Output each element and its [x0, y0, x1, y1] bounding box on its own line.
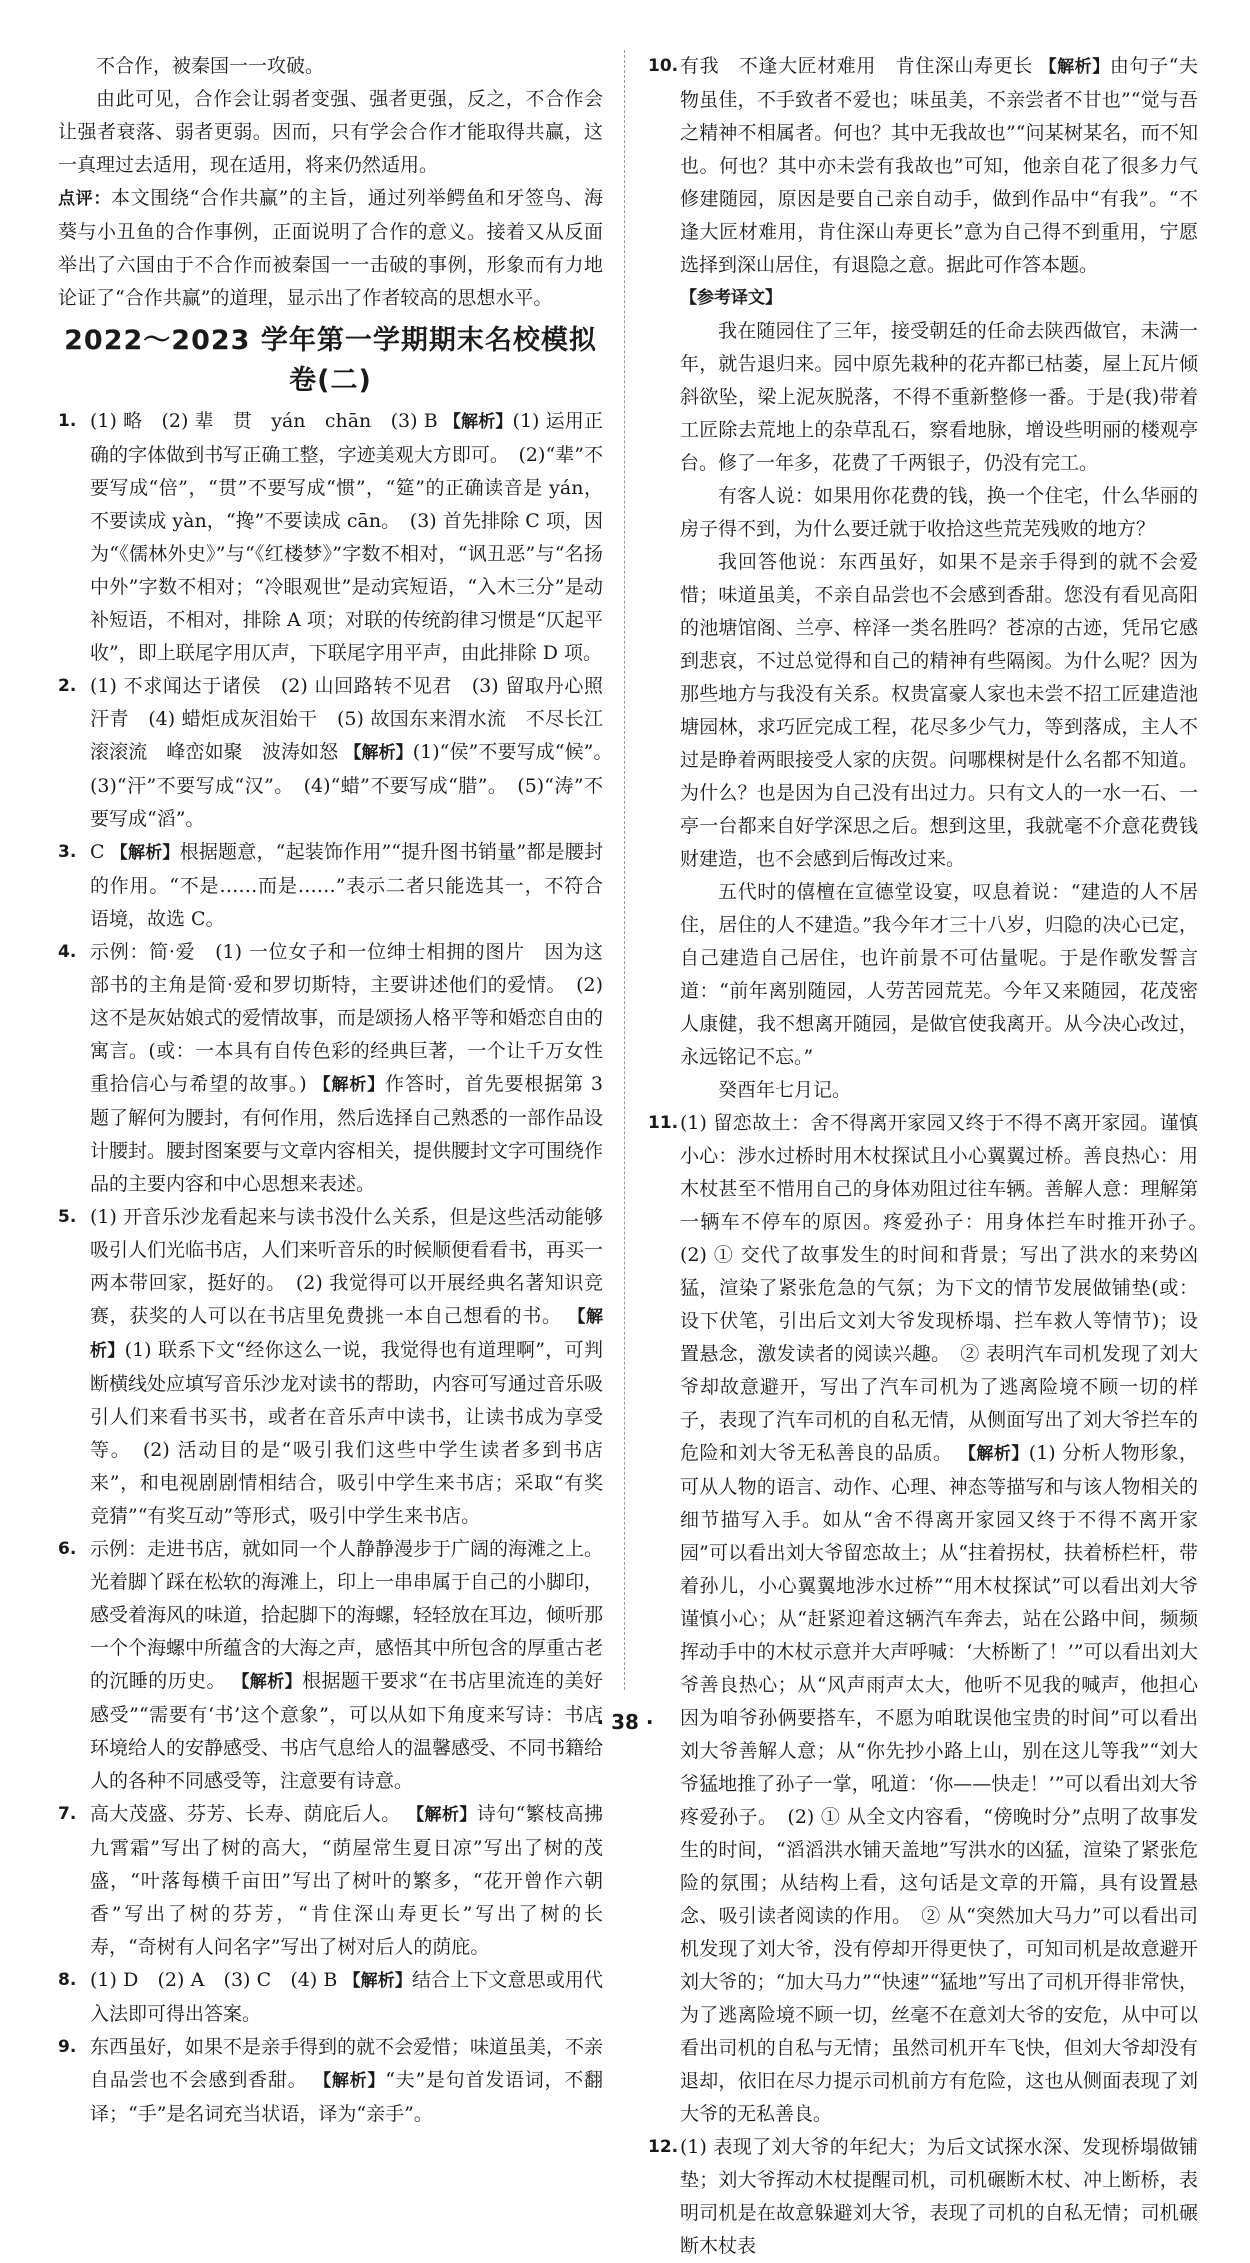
comment-paragraph: [58, 182, 603, 315]
item-number: 3.: [58, 842, 77, 862]
analysis-tag: 【解析】: [313, 1075, 386, 1095]
item-text: [90, 1201, 603, 1533]
analysis-text: (1)“侯”不要写成“候”。 (3)“汗”不要写成“汉”。 (4)“蜡”不要写成“腊”。 (5)“涛”不要写成“滔”。: [90, 741, 622, 830]
item-number: 5.: [58, 1207, 77, 1227]
answer-text: (1) 不求闻达于诸侯 (2) 山回路转不见君 (3) 留取丹心照汗青 (4) 蜡炬成灰泪始干 (5) 故国东来渭水流 不尽长江滚滚流 峰峦如聚 波涛如怒: [90, 675, 603, 763]
item-number: 10.: [648, 56, 679, 76]
item-text: [90, 1533, 603, 1798]
analysis-text: 根据题意，“起装饰作用”“提升图书销量”都是腰封的作用。“不是……而是……”表示二者只能选其一，不符合语境，故选 C。: [90, 841, 603, 930]
analysis-tag: 【解析】: [232, 1672, 303, 1692]
answer-text: (1) 开音乐沙龙看起来与读书没什么关系，但是这些活动能够吸引人们光临书店，人们来听音乐的时候顺便看看书，再买一两本带回家，挺好的。 (2) 我觉得可以开展经典名著知识竞赛，获奖的人可以在书店里免费挑一本自己想看的书。: [90, 1206, 604, 1327]
intro-line-1: 不合作，被秦国一一攻破。: [96, 55, 325, 77]
item-text: [90, 836, 603, 936]
analysis-text: (1) 联系下文“经你这么一说，我觉得也有道理啊”，可判断横线处应填写音乐沙龙对读书的帮助，内容可写通过音乐吸引人们来看书买书，或者在音乐声中读书，让读书成为享受等。 (2) 活动目的是“吸引我们这些中学生读者多到书店来”，和电视剧剧情相结合，吸引中学生来书店；采取“有奖竞猜”“有奖互动”等形式，吸引中学生来书店。: [90, 1339, 604, 1527]
answer-item-8: [58, 1964, 603, 2031]
item-text: [680, 50, 1198, 282]
answer-item-2: [58, 670, 622, 836]
item-number: 12.: [648, 2137, 679, 2157]
analysis-tag: 【解析】: [344, 743, 413, 763]
intro-paragraph-2: 由此可见，合作会让弱者变强、强者更强，反之，不合作会让强者衰落、弱者更弱。因而，只有学会合作才能取得共赢，这一真理过去适用，现在适用，将来仍然适用。: [58, 88, 603, 176]
item-text: [90, 1798, 603, 1964]
answer-item-7: [58, 1798, 603, 1964]
item-number: 9.: [58, 2037, 77, 2057]
item-text: [90, 936, 603, 1201]
translation-label: 【参考译文】: [680, 288, 782, 308]
analysis-tag: 【解析】: [90, 1307, 603, 1361]
analysis-tag: 【解析】: [110, 843, 180, 863]
answer-item-9: [58, 2031, 603, 2131]
right-column: [648, 50, 1218, 2257]
analysis-tag: 【解析】: [314, 2071, 386, 2091]
answer-text: C: [90, 841, 105, 863]
translation-paragraph-2: 有客人说：如果用你花费的钱，换一个住宅，什么华丽的房子得不到，为什么要迁就于收拾这些荒芜残败的地方？: [680, 485, 1198, 540]
answer-item-6: [58, 1533, 603, 1798]
answer-item-1: [58, 405, 603, 670]
item-number: 8.: [58, 1970, 77, 1990]
item-number: 4.: [58, 942, 77, 962]
section-title: 2022～2023 学年第一学期期末名校模拟卷(二): [64, 325, 597, 396]
left-column: [58, 50, 622, 2125]
analysis-text: “夫”是句首发语词，不翻译；“手”是名词充当状语，译为“亲手”。: [90, 2069, 603, 2125]
analysis-text: (1) 分析人物形象，可从人物的语言、动作、心理、神态等描写和与该人物相关的细节描写入手。如从“舍不得离开家园又终于不得不离开家园”可以看出刘大爷留恋故土；从“拄着拐杖，扶着桥栏杆，带着孙儿，小心翼翼地涉水过桥”“用木杖探试”可以看出刘大爷谨慎小心；从“赶紧迎着这辆汽车奔去，站在公路中间，频频挥动手中的木杖示意并大声呼喊：‘大桥断了！’”可以看出刘大爷善良热心；从“风声雨声太大，他听不见我的喊声，他担心因为咱爷孙俩要搭车，不愿为咱耽误他宝贵的时间”可以看出刘大爷善解人意；从“你先抄小路上山，别在这儿等我”“刘大爷猛地推了孙子一掌，吼道：‘你——快走！’”可以看出刘大爷疼爱孙子。 (2) ① 从全文内容看，“傍晚时分”点明了故事发生的时间，“滔滔洪水铺天盖地”写洪水的凶猛，渲染了紧张危险的氛围；从结构上看，这句话是文章的开篇，具有设置悬念、吸引读者阅读的作用。 ② 从“突然加大马力”可以看出司机发现了刘大爷，没有停却开得更快了，可知司机是故意避开刘大爷的；“加大马力”“快速”“猛地”写出了司机开得非常快，为了逃离险境不顾一切，丝毫不在意刘大爷的安危，从中可以看出司机的自私与无情；虽然司机开车飞快，但刘大爷却没有退却，依旧在尽力提示司机前方有危险，这也从侧面表现了刘大爷的无私善良。: [680, 1442, 1198, 2125]
answer-item-12: [648, 2131, 1198, 2263]
item-number: 1.: [58, 411, 77, 431]
column-divider: [624, 50, 625, 1690]
translation-paragraph-3: 我回答他说：东西虽好，如果不是亲手得到的就不会爱惜；味道虽美，不亲自品尝也不会感到香甜。您没有看见高阳的池塘馆阁、兰亭、梓泽一类名胜吗？苍凉的古迹，凭吊它感到悲哀，不过总觉得和自己的精神有些隔阂。为什么呢？因为那些地方与我没有关系。权贵富豪人家也未尝不招工匠建造池塘园林，求巧匠完成工程，花尽多少气力，等到落成，主人不过是睁着两眼接受人家的庆贺。问哪棵树是什么名都不知道。为什么？也是因为自己没有出过力。只有文人的一水一石、一亭一台都来自好学深思之后。想到这里，我就毫不介意花费钱财建造，也不会感到后悔改过来。: [680, 551, 1198, 870]
analysis-tag: 【解析】: [343, 1971, 412, 1991]
item-text: [90, 2031, 603, 2131]
analysis-text: 根据题干要求“在书店里流连的美好感受”“需要有‘书’这个意象”，可以从如下角度来写诗：书店环境给人的安静感受、书店气息给人的温馨感受、不同书籍给人的各种不同感受等，注意要有诗意。: [90, 1670, 604, 1792]
answer-item-3: [58, 836, 603, 936]
item-text: [90, 1964, 603, 2031]
item-text: [680, 2131, 1198, 2263]
comment-text: 本文围绕“合作共赢”的主旨，通过列举鳄鱼和牙签鸟、海葵与小丑鱼的合作事例，正面说明了合作的意义。接着又从反面举出了六国由于不合作而被秦国一一击破的事例，形象而有力地论证了“合作共赢”的道理，显示出了作者较高的思想水平。: [58, 187, 604, 309]
item-number: 2.: [58, 676, 77, 696]
analysis-tag: 【解析】: [1039, 57, 1110, 77]
translation-paragraph-5: 癸酉年七月记。: [718, 1079, 852, 1101]
comment-label: 点评：: [58, 189, 111, 209]
translation-paragraph-1: 我在随园住了三年，接受朝廷的任命去陕西做官，未满一年，就告退归来。园中原先栽种的花卉都已枯萎，屋上瓦片倾斜欲坠，梁上泥灰脱落，不得不重新整修一番。于是(我)带着工匠除去荒地上的杂草乱石，察看地脉，增设些明丽的楼观亭台。修了一年多，花费了千两银子，仍没有完工。: [680, 320, 1198, 474]
translation-paragraph-4: 五代时的僖檀在宣德堂设宴，叹息着说：“建造的人不居住，居住的人不建造。”我今年才三十八岁，归隐的决心已定，自己建造自己居住，也许前景不可估量呢。于是作歌发誓言道：“前年离别随园，人劳苦园荒芜。今年又来随园，花茂密人康健，我不想离开随园，是做官使我离开。从今决心改过，永远铭记不忘。”: [680, 881, 1198, 1068]
analysis-tag: 【解析】: [958, 1444, 1029, 1464]
analysis-text: 作答时，首先要根据第 3 题了解何为腰封，有何作用，然后选择自己熟悉的一部作品设计腰封。腰封图案要与文章内容相关，提供腰封文字可围绕作品的主要内容和中心思想来表述。: [90, 1073, 604, 1195]
analysis-tag: 【解析】: [407, 1805, 477, 1825]
answer-text: 示例：走进书店，就如同一个人静静漫步于广阔的海滩之上。光着脚丫踩在松软的海滩上，印上一串串属于自己的小脚印，感受着海风的味道，拾起脚下的海螺，轻轻放在耳边，倾听那一个个海螺中所蕴含的大海之声，感悟其中所包含的厚重古老的沉睡的历史。: [90, 1538, 604, 1692]
answer-text: 高大茂盛、芬芳、长寿、荫庇后人。: [90, 1803, 401, 1825]
answer-text: 示例：简·爱 (1) 一位女子和一位绅士相拥的图片 因为这部书的主角是简·爱和罗切斯特，主要讲述他们的爱情。 (2) 这不是灰姑娘式的爱情故事，而是颂扬人格平等和婚恋自由的寓言。(或：一本具有自传色彩的经典巨著，一个让千万女性重拾信心与希望的故事。): [90, 941, 604, 1095]
answer-item-10: [648, 50, 1198, 282]
item-number: 7.: [58, 1804, 77, 1824]
answer-text: (1) 表现了刘大爷的年纪大；为后文试探水深、发现桥塌做铺垫；刘大爷挥动木杖提醒司机，司机碾断木杖、冲上断桥，表明司机是在故意躲避刘大爷，表现了司机的自私无情；司机碾断木杖表: [680, 2136, 1198, 2257]
answer-text: (1) 略 (2) 辈 贯 yán chān (3) B: [90, 410, 438, 432]
item-number: 11.: [648, 1113, 679, 1133]
item-text: [680, 1107, 1218, 2131]
item-text: [90, 670, 622, 836]
answer-text: 有我 不逢大匠材难用 肯住深山寿更长: [680, 55, 1033, 77]
answer-item-5: [58, 1201, 603, 1533]
page-number: · 38 ·: [596, 1710, 654, 1734]
answer-text: (1) D (2) A (3) C (4) B: [90, 1969, 338, 1991]
item-number: 6.: [58, 1539, 77, 1559]
analysis-text: 诗句“繁枝高拂九霄霜”写出了树的高大，“荫屋常生夏日凉”写出了树的茂盛，“叶落每横千亩田”写出了树叶的繁多，“花开曾作六朝香”写出了树的芬芳，“肯住深山寿更长”写出了树的长寿，“奇树有人问名字”写出了树对后人的荫庇。: [90, 1803, 604, 1958]
answer-item-11: [648, 1107, 1218, 2131]
item-text: [90, 405, 603, 670]
analysis-text: 由句子“夫物虽佳，不手致者不爱也；味虽美，不亲尝者不甘也”“觉与吾之精神不相属者。何也？其中无我故也”“问某树某名，而不知也。何也？其中亦未尝有我故也”可知，他亲自花了很多力气修建随园，原因是要自己亲自动手，做到作品中“有我”。“不逢大匠材难用，肯住深山寿更长”意为自己得不到重用，宁愿选择到深山居住，有退隐之意。据此可作答本题。: [680, 55, 1198, 276]
answer-text: (1) 留恋故土：舍不得离开家园又终于不得不离开家园。谨慎小心：涉水过桥时用木杖探试且小心翼翼过桥。善良热心：用木杖甚至不惜用自己的身体劝阻过往车辆。善解人意：理解第一辆车不停车的原因。疼爱孙子：用身体拦车时推开孙子。 (2) ① 交代了故事发生的时间和背景；写出了洪水的来势凶猛，渲染了紧张危急的气氛；为下文的情节发展做铺垫(或：设下伏笔，引出后文刘大爷发现桥塌、拦车救人等情节)；设置悬念，激发读者的阅读兴趣。 ② 表明汽车司机发现了刘大爷却故意避开，写出了汽车司机为了逃离险境不顾一切的样子，表现了汽车司机的自私无情，从侧面写出了刘大爷拦车的危险和刘大爷无私善良的品质。: [680, 1112, 1218, 1464]
answer-text: 东西虽好，如果不是亲手得到的就不会爱惜；味道虽美，不亲自品尝也不会感到香甜。: [90, 2036, 604, 2091]
answer-item-4: [58, 936, 603, 1201]
analysis-text: (1) 运用正确的字体做到书写正确工整，字迹美观大方即可。 (2)“辈”不要写成“倍”，“贯”不要写成“惯”，“筵”的正确读音是 yán，不要读成 yàn，“搀”不要读成 cān。 (3) 首先排除 C 项，因为“《儒林外史》”与“《红楼梦》”字数不相对，“讽丑恶”与“名扬中外”字数不相对；“冷眼观世”是动宾短语，“入木三分”是动补短语，不相对，排除 A 项；对联的传统韵律习惯是“仄起平收”，即上联尾字用仄声，下联尾字用平声，由此排除 D 项。: [90, 410, 603, 664]
analysis-tag: 【解析】: [443, 412, 513, 432]
analysis-text: 结合上下文意思或用代入法即可得出答案。: [90, 1969, 603, 2025]
